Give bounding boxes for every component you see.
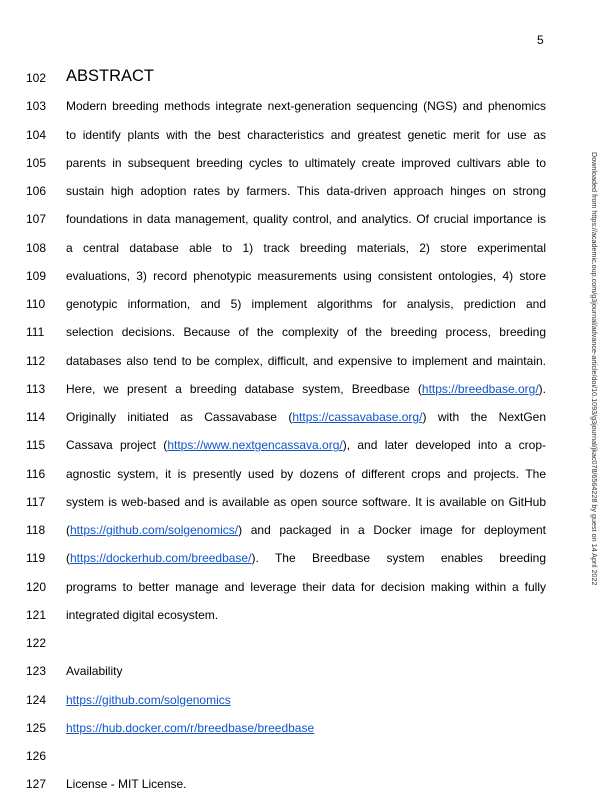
text-segment: ABSTRACT (66, 67, 155, 85)
line-text (66, 266, 546, 286)
text-segment: sustain high adoption rates by farmers. This data-driven approach hinges on strong (66, 184, 546, 198)
document-line (0, 718, 613, 738)
text-segment: evaluations, 3) record phenotypic measurements using consistent ontologies, 4) store (66, 268, 546, 283)
line-text (66, 209, 546, 229)
document-line (0, 181, 613, 201)
text-segment: ) and packaged in a Docker image for deployment (238, 523, 546, 537)
document-line (0, 209, 613, 229)
line-text (66, 322, 546, 342)
text-segment: ) with the NextGen (422, 410, 547, 424)
line-text (66, 577, 546, 597)
line-number: 106 (26, 184, 47, 198)
document-line (0, 464, 613, 484)
text-segment: foundations in data management, quality control, and analytics. Of crucial importance is (66, 212, 546, 227)
document-line (0, 322, 613, 342)
line-text (66, 379, 546, 399)
document-line (0, 294, 613, 314)
document-line (0, 68, 613, 88)
line-number: 119 (26, 551, 46, 566)
line-text (66, 351, 546, 371)
download-notice: Downloaded from https://academic.oup.com/g3journal/advance-article/doi/10.1093/g3journal/jkac078/6564228 by guest on 14 April 2022 (590, 152, 599, 586)
document-line (0, 520, 613, 540)
url-link[interactable]: https://cassavabase.org/ (292, 410, 423, 424)
line-number: 111 (26, 325, 45, 340)
document-line (0, 351, 613, 371)
text-segment: Cassava project ( (66, 438, 168, 453)
line-number: 113 (26, 381, 46, 396)
line-number: 110 (26, 297, 46, 311)
document-line (0, 266, 613, 286)
text-segment: databases also tend to be complex, difficult, and expensive to implement and maintain. (66, 353, 546, 368)
line-number: 102 (26, 71, 47, 85)
line-text (66, 294, 546, 314)
document-line (0, 435, 613, 455)
line-number: 126 (26, 749, 47, 763)
text-segment: to identify plants with the best characteristics and greatest genetic merit for use as (66, 127, 546, 142)
line-number: 109 (26, 268, 47, 283)
url-link[interactable]: https://breedbase.org/ (421, 381, 539, 396)
line-number: 123 (26, 664, 47, 679)
document-line (0, 125, 613, 145)
text-segment: ( (66, 523, 70, 537)
document-line (0, 577, 613, 597)
line-text (66, 718, 546, 738)
text-segment: genotypic information, and 5) implement algorithms for analysis, prediction and (66, 297, 546, 311)
line-number: 127 (26, 777, 47, 792)
document-line (0, 690, 613, 710)
line-number: 125 (26, 720, 47, 735)
text-segment: ( (66, 551, 70, 566)
url-link[interactable]: https://hub.docker.com/r/breedbase/breedbase (66, 720, 315, 735)
line-number: 122 (26, 636, 47, 650)
line-text (66, 690, 546, 710)
text-segment: License - MIT License. (66, 777, 187, 792)
document-line (0, 492, 613, 512)
line-text (66, 153, 546, 173)
text-segment: ). (538, 381, 546, 396)
url-link[interactable]: https://dockerhub.com/breedbase/ (70, 551, 252, 566)
line-number: 108 (26, 240, 47, 255)
line-number: 117 (26, 494, 46, 509)
text-segment: system is web-based and is available as open source software. It is available on GitHub (66, 494, 546, 509)
url-link[interactable]: https://github.com/solgenomics/ (70, 523, 239, 537)
line-number: 121 (26, 607, 47, 622)
line-text (66, 125, 546, 145)
document-line (0, 96, 613, 116)
text-segment: selection decisions. Because of the complexity of the breeding process, breeding (66, 325, 546, 340)
line-text (66, 181, 546, 201)
text-segment: integrated digital ecosystem. (66, 607, 219, 622)
document-line (0, 238, 613, 258)
document-line (0, 774, 613, 794)
document-line (0, 379, 613, 399)
line-text (66, 520, 546, 540)
text-segment: ), and later developed into a crop- (342, 438, 546, 453)
document-line (0, 633, 613, 653)
section-heading (66, 66, 546, 86)
line-number: 124 (26, 692, 47, 707)
line-text (66, 407, 546, 427)
text-segment: Originally initiated as Cassavabase ( (66, 410, 293, 424)
document-line (0, 661, 613, 681)
line-text (66, 774, 546, 794)
document-line (0, 153, 613, 173)
line-number: 112 (26, 353, 46, 368)
line-number: 103 (26, 99, 47, 114)
line-number: 105 (26, 155, 47, 170)
line-number: 104 (26, 127, 47, 142)
text-segment: Modern breeding methods integrate next-generation sequencing (NGS) and phenomics (66, 99, 546, 114)
line-text (66, 238, 546, 258)
text-segment: Here, we present a breeding database system, Breedbase ( (66, 381, 422, 396)
line-text (66, 492, 546, 512)
line-number: 120 (26, 579, 47, 594)
line-number: 116 (26, 466, 46, 481)
line-number: 115 (26, 438, 46, 453)
line-number: 114 (26, 410, 46, 424)
line-text (66, 435, 546, 455)
line-number: 107 (26, 212, 47, 227)
url-link[interactable]: https://github.com/solgenomics (66, 692, 231, 707)
text-segment: a central database able to 1) track breeding materials, 2) store experimental (66, 240, 546, 255)
text-segment: parents in subsequent breeding cycles to ultimately create improved cultivars able to (66, 155, 546, 170)
text-segment: ). The Breedbase system enables breeding (251, 551, 546, 566)
text-segment: Availability (66, 664, 123, 679)
line-text (66, 464, 546, 484)
page-number: 5 (537, 33, 544, 47)
line-number: 118 (26, 523, 46, 537)
document-line (0, 746, 613, 766)
text-segment: programs to better manage and leverage their data for decision making within a fully (66, 579, 546, 594)
document-line (0, 548, 613, 568)
line-text (66, 605, 546, 625)
line-text (66, 661, 546, 681)
text-segment: agnostic system, it is presently used by dozens of different crops and projects. The (66, 466, 546, 481)
line-text (66, 96, 546, 116)
document-line (0, 605, 613, 625)
line-text (66, 548, 546, 568)
document-line (0, 407, 613, 427)
url-link[interactable]: https://www.nextgencassava.org/ (167, 438, 343, 453)
